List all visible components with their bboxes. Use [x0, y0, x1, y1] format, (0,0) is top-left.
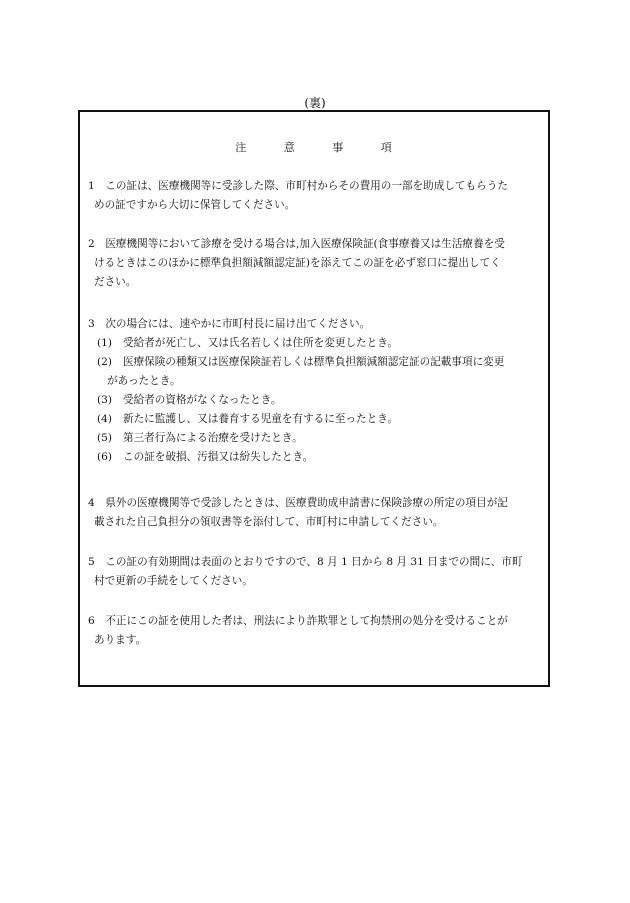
notice-line: めの証ですから大切に保管してください。	[94, 199, 296, 211]
sub-item-number: (5)	[97, 432, 113, 444]
sub-item-number: (3)	[97, 394, 113, 406]
notice-item-1	[88, 177, 540, 215]
sub-item-text: 医療保険の種類又は医療保険証若しくは標準負担額減額認定証の記載事項に変更	[123, 356, 505, 368]
notice-title	[80, 139, 548, 155]
sub-item-number: (6)	[97, 451, 113, 463]
notice-line: あります。	[94, 634, 147, 646]
notice-line: 1 この証は、医療機関等に受診した際、市町村からその費用の一部を助成してもらうた	[88, 180, 508, 192]
notice-item-4	[88, 494, 540, 532]
notice-item-5	[88, 553, 540, 591]
notice-item-2	[88, 235, 540, 292]
notice-line: 村で更新の手続をしてください。	[94, 575, 253, 587]
notice-line: ださい。	[94, 276, 137, 288]
sub-item	[88, 334, 540, 353]
notice-line: 3 次の場合には、速やかに市町村長に届け出てください。	[88, 318, 371, 330]
title-char: 注	[235, 141, 248, 154]
title-char: 項	[380, 141, 393, 154]
sub-item	[88, 353, 540, 372]
page-side-label: (裏)	[304, 96, 326, 110]
title-char: 事	[332, 141, 345, 154]
sub-item-continuation: があったとき。	[107, 375, 181, 387]
sub-item	[88, 448, 540, 467]
sub-item-number: (2)	[97, 356, 113, 368]
sub-item-number: (1)	[97, 337, 113, 349]
notice-line: 5 この証の有効期間は表面のとおりですので、8 月 1 日から 8 月 31 日までの間に、市町	[88, 556, 523, 568]
notice-line: 4 県外の医療機関等で受診したときは、医療費助成申請書に保険診療の所定の項目が記	[88, 497, 508, 509]
title-char: 意	[283, 141, 296, 154]
sub-item-text: 第三者行為による治療を受けたとき。	[123, 432, 303, 444]
notice-item-6	[88, 612, 540, 650]
notice-item-3	[88, 315, 540, 467]
notice-frame	[78, 110, 550, 687]
notice-line: 2 医療機関等において診療を受ける場合は,加入医療保険証(食事療養又は生活療養を受	[88, 238, 505, 250]
notice-line: 載された自己負担分の領収書等を添付して、市町村に申請してください。	[94, 516, 444, 528]
sub-item-number: (4)	[97, 413, 113, 425]
sub-item	[88, 410, 540, 429]
sub-item-text: 受給者が死亡し、又は氏名若しくは住所を変更したとき。	[123, 337, 399, 349]
notice-line: 6 不正にこの証を使用した者は、刑法により詐欺罪として拘禁刑の処分を受けることが	[88, 615, 508, 627]
sub-item-text: 新たに監護し、又は養育する児童を有するに至ったとき。	[123, 413, 399, 425]
sub-item	[88, 429, 540, 448]
notice-line: けるときはこのほかに標準負担額減額認定証)を添えてこの証を必ず窓口に提出してく	[94, 257, 501, 269]
sub-item-text: この証を破損、汚損又は紛失したとき。	[123, 451, 314, 463]
sub-item-text: 受給者の資格がなくなったとき。	[123, 394, 282, 406]
sub-item	[88, 391, 540, 410]
